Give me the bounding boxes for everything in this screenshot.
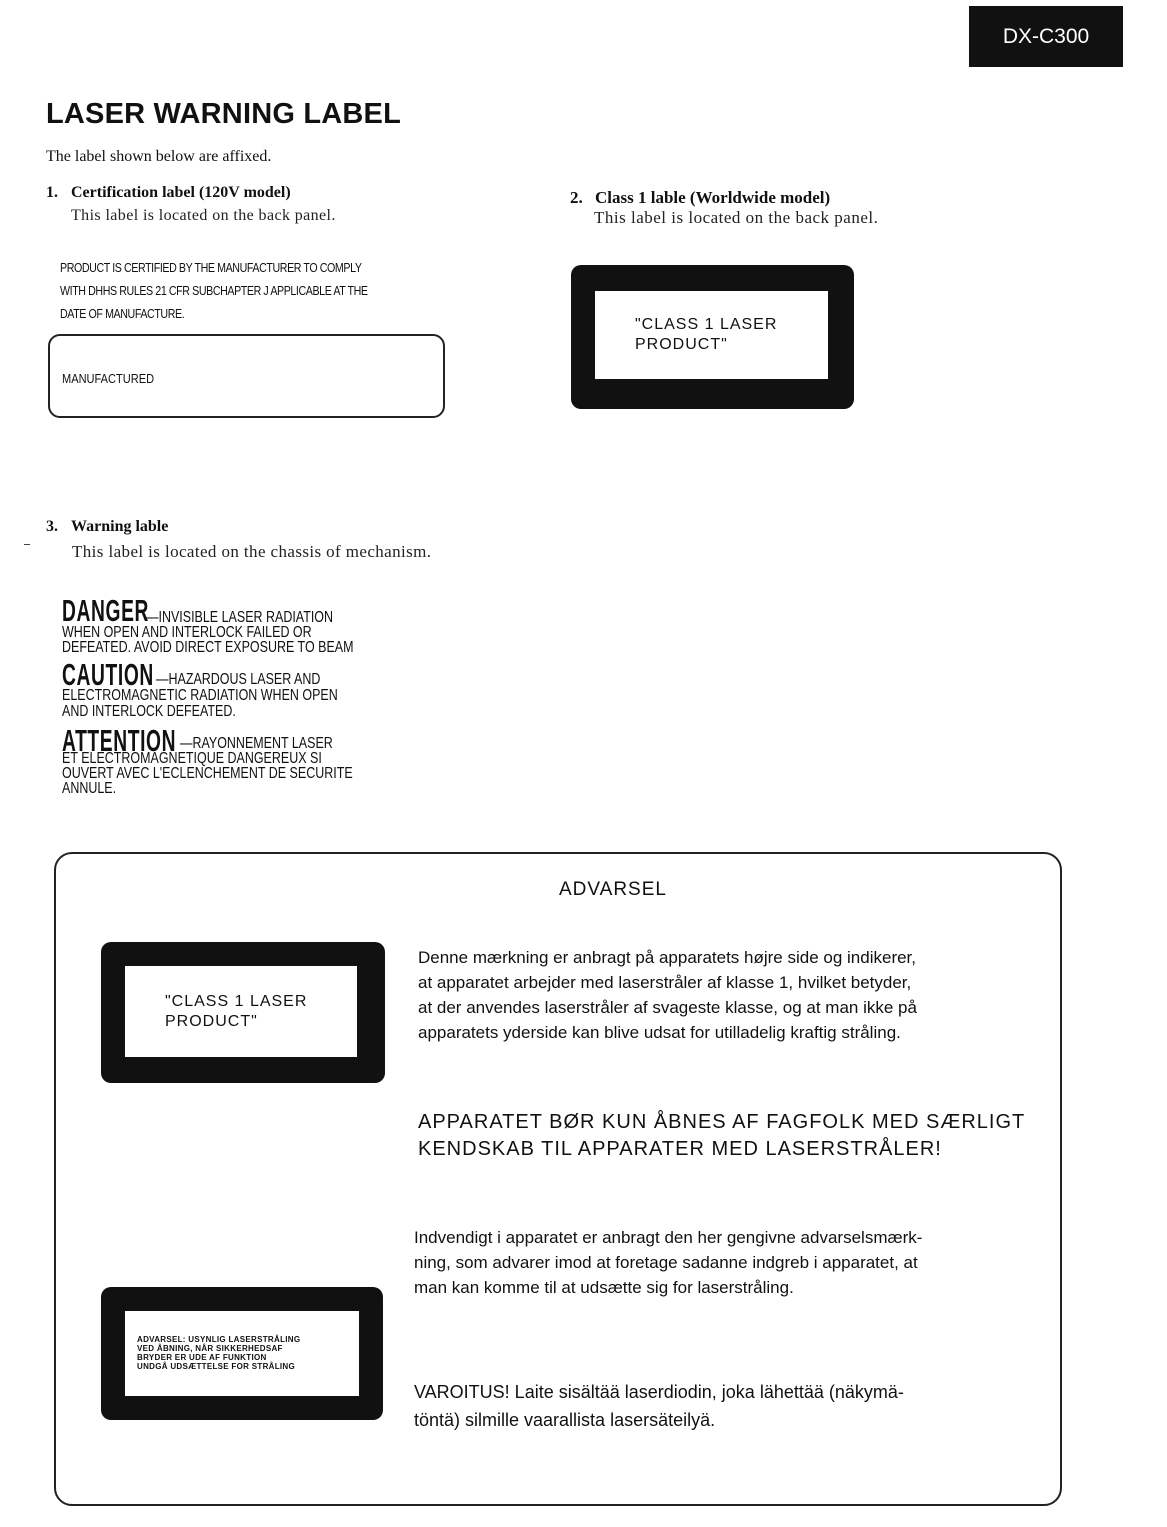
section2-desc: This label is located on the back panel. <box>594 208 879 227</box>
attention-line: ANNULE. <box>62 780 117 797</box>
paragraph-line: apparatets yderside kan blive udsat for utilladelig kraftig stråling. <box>418 1023 901 1042</box>
model-number: DX-C300 <box>1002 24 1090 48</box>
advarsel-caps-warning <box>418 1109 1025 1163</box>
paragraph-line: ning, som advarer imod at foretage sadanne indgreb i apparatet, at <box>414 1253 918 1272</box>
class1-label-text <box>635 315 777 355</box>
advarsel-heading: ADVARSEL <box>559 879 667 900</box>
section3-title <box>46 518 168 536</box>
danger-line: —INVISIBLE LASER RADIATION <box>146 609 334 626</box>
section1-title <box>46 184 291 202</box>
paragraph-line: at apparatet arbejder med laserstråler af klasse 1, hvilket betyder, <box>418 973 912 992</box>
label-line: ADVARSEL: USYNLIG LASERSTRÅLING <box>137 1335 301 1344</box>
attention-line: OUVERT AVEC L'ECLENCHEMENT DE SECURITE <box>62 765 353 782</box>
caps-line: APPARATET BØR KUN ÅBNES AF FAGFOLK MED SÆRLIGT <box>418 1111 1026 1133</box>
advarsel-warning-label <box>101 1287 383 1420</box>
manufactured-label: MANUFACTURED <box>62 371 155 386</box>
danger-line: WHEN OPEN AND INTERLOCK FAILED OR <box>62 624 312 641</box>
label-line: PRODUCT" <box>635 336 728 353</box>
label-line: "CLASS 1 LASER <box>635 316 778 333</box>
certification-text <box>60 256 435 325</box>
advarsel-paragraph-2 <box>414 1225 922 1300</box>
section2-title <box>570 188 830 208</box>
warning-label <box>62 593 482 811</box>
section1-number: 1. <box>46 184 58 201</box>
advarsel-class1-label <box>101 942 385 1083</box>
varoitus-paragraph <box>414 1378 904 1434</box>
label-line: UNDGÅ UDSÆTTELSE FOR STRÅLING <box>137 1362 296 1371</box>
advarsel-class1-label-text <box>165 992 307 1032</box>
paragraph-line: Denne mærkning er anbragt på apparatets højre side og indikerer, <box>418 948 917 967</box>
section1-title-text: Certification label (120V model) <box>71 184 291 201</box>
section1-desc: This label is located on the back panel. <box>71 207 336 224</box>
class1-label <box>571 265 854 409</box>
model-badge <box>969 6 1123 67</box>
danger-line: DEFEATED. AVOID DIRECT EXPOSURE TO BEAM <box>62 639 354 656</box>
margin-mark <box>24 544 30 545</box>
cert-line: DATE OF MANUFACTURE. <box>60 306 185 321</box>
caps-line: KENDSKAB TIL APPARATER MED LASERSTRÅLER! <box>418 1138 942 1160</box>
attention-line: ET ELECTROMAGNETIQUE DANGEREUX SI <box>62 750 322 767</box>
attention-word: ATTENTION <box>62 723 177 758</box>
advarsel-warning-label-text <box>137 1335 300 1371</box>
advarsel-class1-label-inner <box>125 966 357 1057</box>
caution-line: —HAZARDOUS LASER AND <box>156 671 321 688</box>
page-title: LASER WARNING LABEL <box>46 98 402 130</box>
label-line: PRODUCT" <box>165 1013 258 1030</box>
label-line: "CLASS 1 LASER <box>165 993 308 1010</box>
caution-line: AND INTERLOCK DEFEATED. <box>62 703 236 720</box>
cert-line: PRODUCT IS CERTIFIED BY THE MANUFACTURER TO COMPLY <box>60 260 362 275</box>
advarsel-paragraph-1 <box>418 945 917 1045</box>
section3-number: 3. <box>46 518 58 535</box>
danger-word: DANGER <box>62 593 150 628</box>
cert-line: WITH DHHS RULES 21 CFR SUBCHAPTER J APPLICABLE AT THE <box>60 283 368 298</box>
class1-label-inner <box>595 291 828 379</box>
caution-word: CAUTION <box>62 657 154 692</box>
label-line: VED ÅBNING, NÅR SIKKERHEDSAF <box>137 1344 283 1353</box>
paragraph-line: man kan komme til at udsætte sig for laserstråling. <box>414 1278 794 1297</box>
advarsel-warning-label-inner <box>125 1311 359 1396</box>
section3-desc: This label is located on the chassis of mechanism. <box>72 542 432 561</box>
intro-text: The label shown below are affixed. <box>46 148 272 165</box>
attention-line: —RAYONNEMENT LASER <box>180 735 333 752</box>
section2-number: 2. <box>570 188 583 207</box>
paragraph-line: at der anvendes laserstråler af svageste klasse, og at man ikke på <box>418 998 917 1017</box>
varoitus-line: töntä) silmille vaarallista lasersäteilyä. <box>414 1410 716 1430</box>
caution-line: ELECTROMAGNETIC RADIATION WHEN OPEN <box>62 687 338 704</box>
varoitus-line: VAROITUS! Laite sisältää laserdiodin, joka lähettää (näkymä- <box>414 1382 904 1402</box>
section3-title-text: Warning lable <box>71 518 169 535</box>
paragraph-line: Indvendigt i apparatet er anbragt den her gengivne advarselsmærk- <box>414 1228 923 1247</box>
section2-title-text: Class 1 lable (Worldwide model) <box>595 188 831 207</box>
label-line: BRYDER ER UDE AF FUNKTION <box>137 1353 267 1362</box>
